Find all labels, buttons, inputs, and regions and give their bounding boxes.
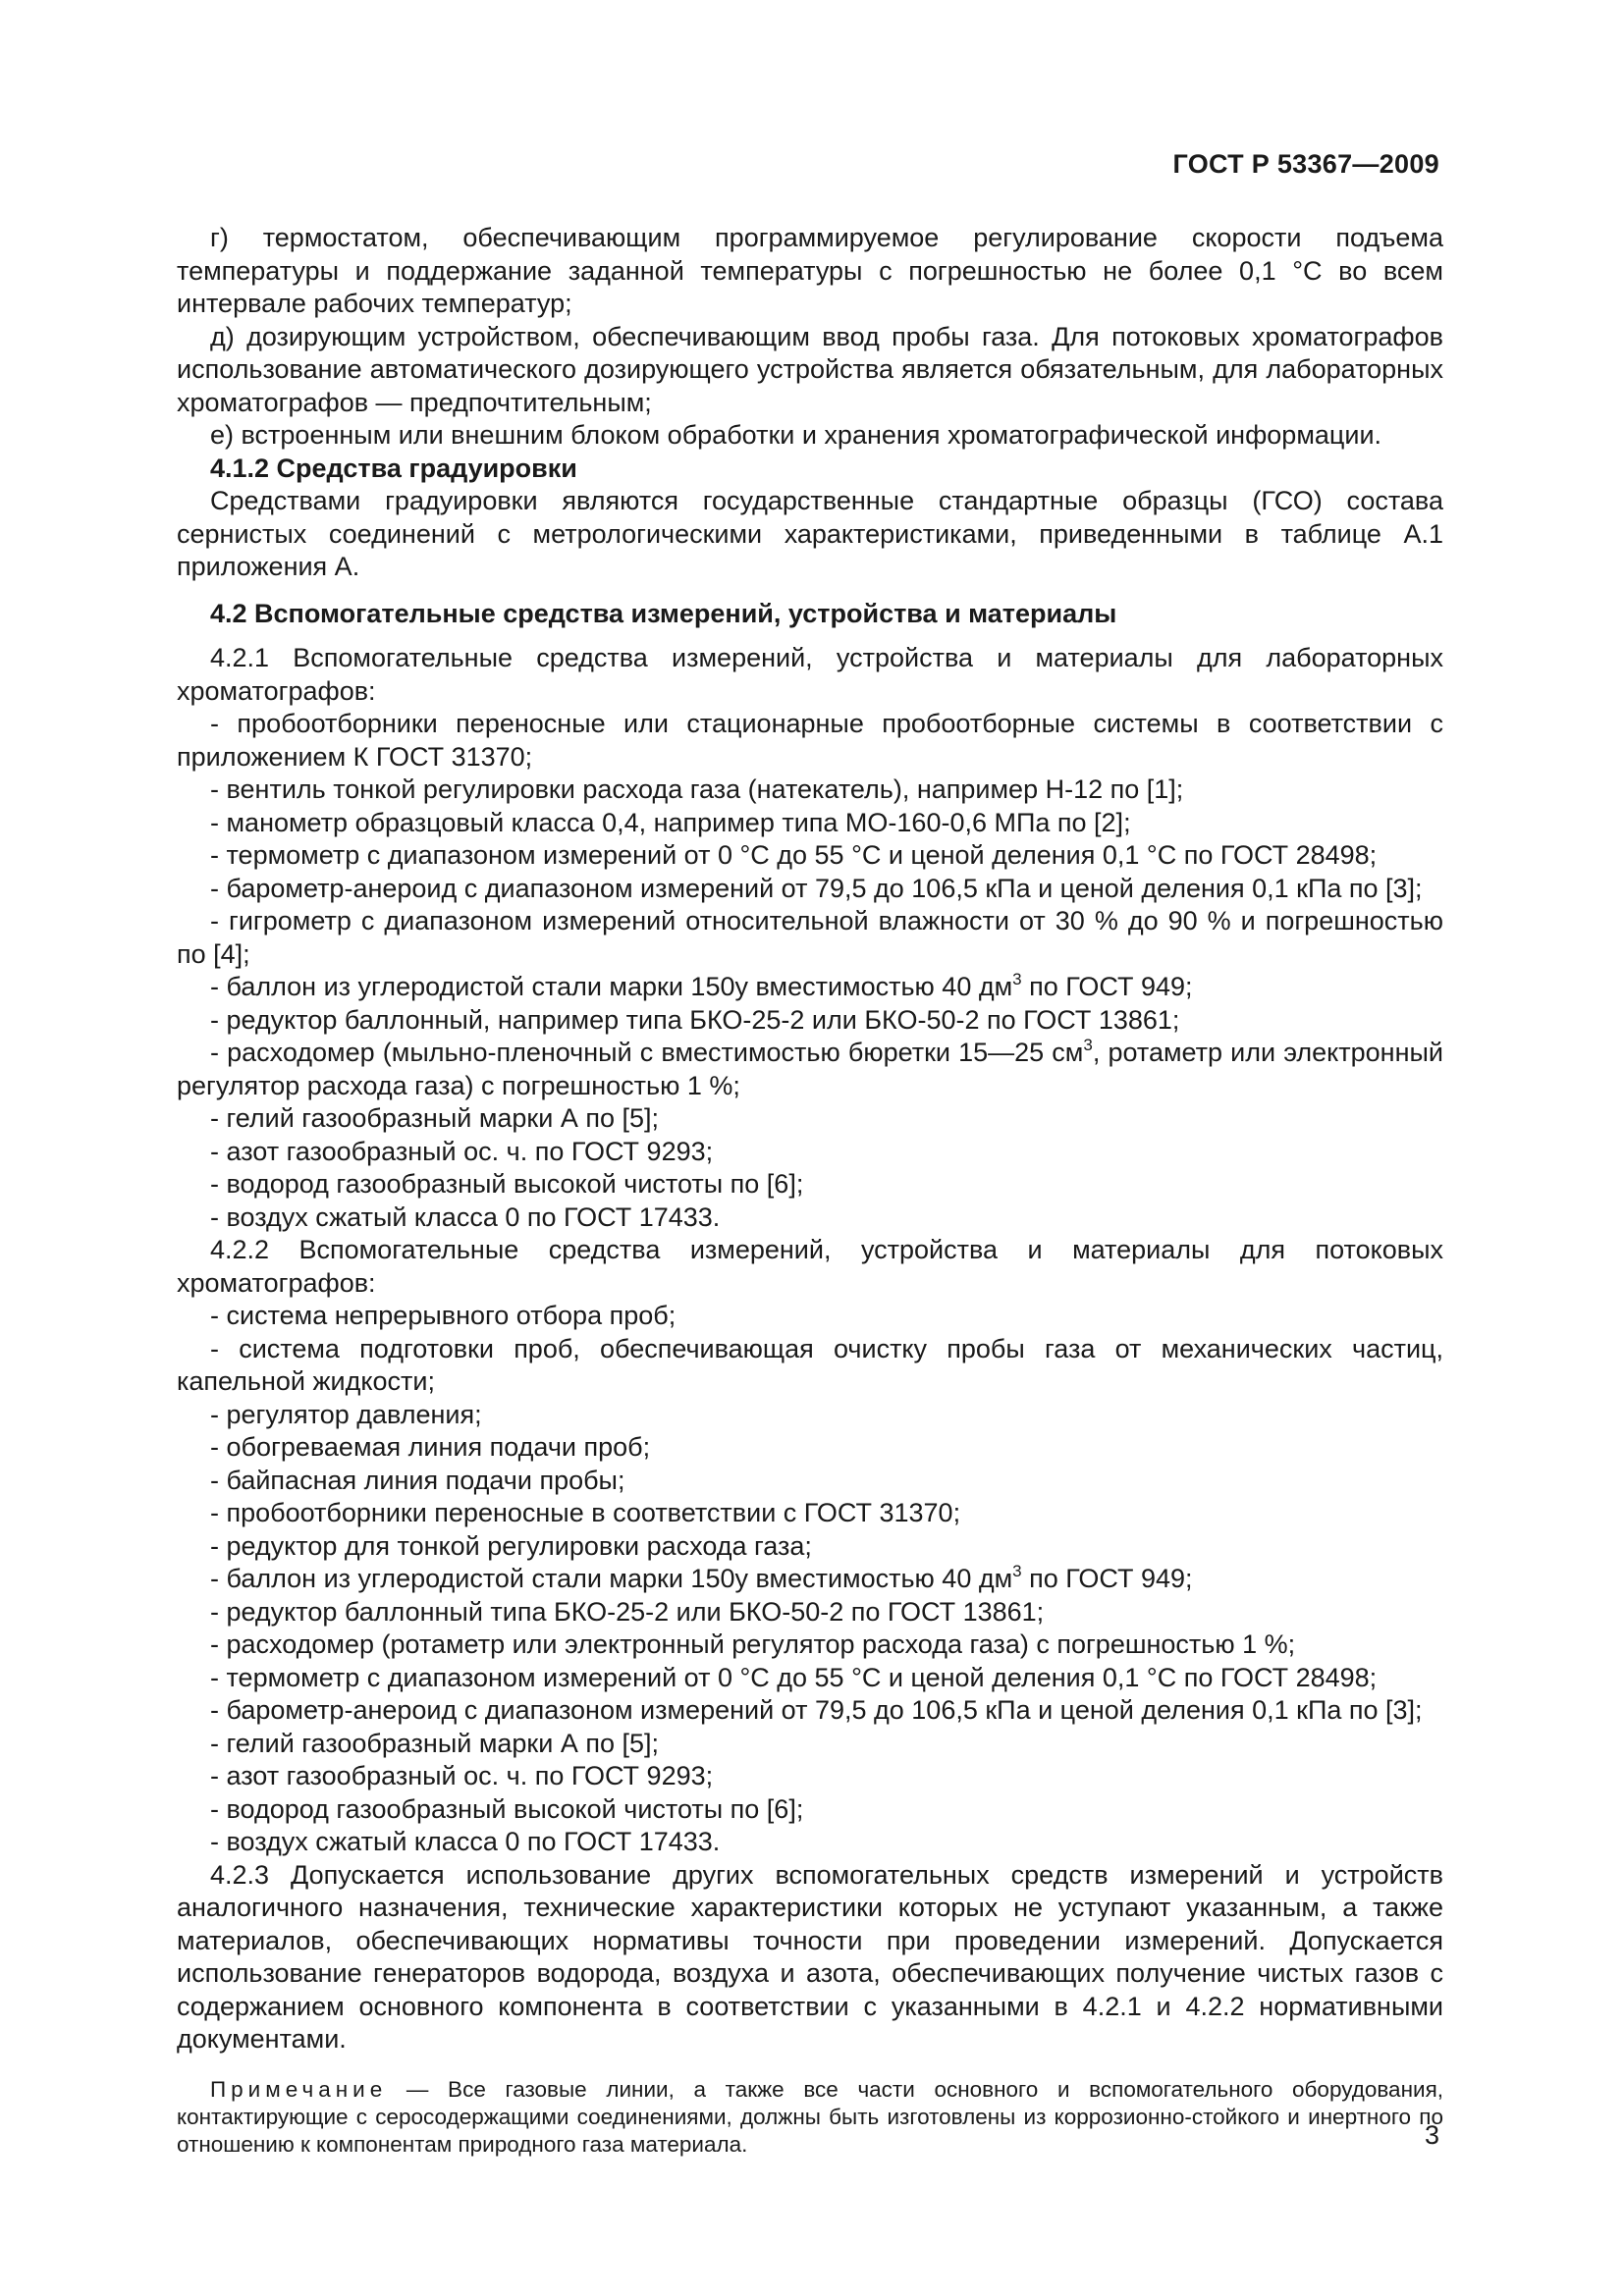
note-label: Примечание <box>210 2076 388 2102</box>
list-item: - барометр-анероид с диапазоном измерений от 79,5 до 106,5 кПа и ценой деления 0,1 кПа по [3]; <box>210 873 1423 903</box>
list-item: - пробоотборники переносные в соответствии с ГОСТ 31370; <box>210 1498 961 1527</box>
list-item <box>177 971 1443 1004</box>
list-item: - водород газообразный высокой чистоты по [6]; <box>210 1793 804 1824</box>
list-item-e: е) встроенным или внешним блоком обработки и хранения хроматографической информации. <box>210 420 1382 450</box>
superscript: 3 <box>1012 970 1022 988</box>
paragraph-4-2-3: 4.2.3 Допускается использование других вспомогательных средств измерений и устройств аналогичного назначения, технические характеристики которых не уступают указанным, а также материалов, обеспечивающих нормативы точности при проведении измерений. Допускается использование генераторов водорода, воздуха и азота, обеспечивающих получение чистых газов с содержанием основного компонента в соответствии с указанными в 4.2.1 и 4.2.2 нормативными документами. <box>177 1859 1443 2054</box>
list-item: - обогреваемая линия подачи проб; <box>210 1432 651 1462</box>
list-item: - воздух сжатый класса 0 по ГОСТ 17433. <box>210 1827 721 1856</box>
list-item <box>177 1037 1443 1102</box>
note-text: — Все газовые линии, а также все части основного и вспомогательного оборудования, контактирующие с серосодержащими соединениями, должны быть изготовлены из коррозионно-стойкого и инертного по отношению к компонентам природного газа материала. <box>177 2076 1443 2157</box>
document-header: ГОСТ Р 53367—2009 <box>1172 149 1439 179</box>
list-item: - редуктор для тонкой регулировки расхода газа; <box>210 1530 812 1561</box>
list-item: - вентиль тонкой регулировки расхода газа (натекатель), например Н-12 по [1]; <box>210 774 1184 804</box>
list-item: - редуктор баллонный типа БКО-25-2 или БКО-50-2 по ГОСТ 13861; <box>210 1596 1045 1627</box>
list-item: - система непрерывного отбора проб; <box>210 1301 677 1330</box>
list-item-text: по ГОСТ 949; <box>1021 972 1193 1001</box>
superscript: 3 <box>1012 1562 1022 1580</box>
list-item: - редуктор баллонный, например типа БКО-25-2 или БКО-50-2 по ГОСТ 13861; <box>210 1004 1180 1035</box>
list-item-text: по ГОСТ 949; <box>1021 1564 1193 1593</box>
list-item: - гелий газообразный марки А по [5]; <box>210 1728 659 1758</box>
section-heading-4-1-2: 4.1.2 Средства градуировки <box>210 453 577 483</box>
section-heading-4-2: 4.2 Вспомогательные средства измерений, устройства и материалы <box>210 598 1117 628</box>
list-item: - байпасная линия подачи пробы; <box>210 1465 625 1495</box>
list-item-text: - баллон из углеродистой стали марки 150у вместимостью 40 дм <box>210 972 1013 1001</box>
list-item: - азот газообразный ос. ч. по ГОСТ 9293; <box>210 1136 714 1166</box>
superscript: 3 <box>1083 1036 1093 1054</box>
list-item: - термометр с диапазоном измерений от 0 °С до 55 °С и ценой деления 0,1 °С по ГОСТ 28498; <box>210 840 1378 870</box>
list-item-d: д) дозирующим устройством, обеспечивающим ввод пробы газа. Для потоковых хроматографов использование автоматического дозирующего устройства является обязательным, для лабораторных хроматографов — предпочтительным; <box>177 321 1443 417</box>
list-item-text: - расходомер (мыльно-пленочный с вместимостью бюретки 15—25 см <box>210 1038 1084 1067</box>
list-item-text: , ротаметр или электронный регулятор расхода газа) с погрешностью 1 %; <box>177 1038 1443 1100</box>
list-item: - водород газообразный высокой чистоты по [6]; <box>210 1169 804 1199</box>
list-item: - воздух сжатый класса 0 по ГОСТ 17433. <box>210 1201 721 1232</box>
document-body <box>177 222 1443 2159</box>
list-item: - гигрометр с диапазоном измерений относительной влажности от 30 % до 90 % и погрешностью по [4]; <box>177 906 1443 969</box>
list-item-g: г) термостатом, обеспечивающим программируемое регулирование скорости подъема температуры и поддержание заданной температуры с погрешностью не более 0,1 °С во всем интервале рабочих температур; <box>177 223 1443 318</box>
paragraph-4-2-1-intro: 4.2.1 Вспомогательные средства измерений, устройства и материалы для лабораторных хроматографов: <box>177 643 1443 706</box>
note-block <box>177 2076 1443 2159</box>
list-item: - барометр-анероид с диапазоном измерений от 79,5 до 106,5 кПа и ценой деления 0,1 кПа по [3]; <box>210 1695 1423 1725</box>
paragraph-4-1-2: Средствами градуировки являются государственные стандартные образцы (ГСО) состава сернистых соединений с метрологическими характеристиками, приведенными в таблице А.1 приложения А. <box>177 486 1443 581</box>
list-item: - термометр с диапазоном измерений от 0 °С до 55 °С и ценой деления 0,1 °С по ГОСТ 28498; <box>210 1662 1378 1692</box>
page-number: 3 <box>1424 2120 1439 2150</box>
list-item <box>177 1563 1443 1596</box>
list-item: - расходомер (ротаметр или электронный регулятор расхода газа) с погрешностью 1 %; <box>210 1629 1296 1659</box>
list-item: - азот газообразный ос. ч. по ГОСТ 9293; <box>210 1761 714 1790</box>
list-item: - регулятор давления; <box>210 1399 482 1429</box>
list-item: - пробоотборники переносные или стационарные пробоотборные системы в соответствии с приложением К ГОСТ 31370; <box>177 709 1443 772</box>
list-item: - манометр образцовый класса 0,4, например типа МО-160-0,6 МПа по [2]; <box>210 807 1131 837</box>
paragraph-4-2-2-intro: 4.2.2 Вспомогательные средства измерений, устройства и материалы для потоковых хроматографов: <box>177 1235 1443 1298</box>
list-item-text: - баллон из углеродистой стали марки 150у вместимостью 40 дм <box>210 1564 1013 1593</box>
list-item: - гелий газообразный марки А по [5]; <box>210 1103 659 1133</box>
list-item: - система подготовки проб, обеспечивающая очистку пробы газа от механических частиц, капельной жидкости; <box>177 1333 1443 1396</box>
